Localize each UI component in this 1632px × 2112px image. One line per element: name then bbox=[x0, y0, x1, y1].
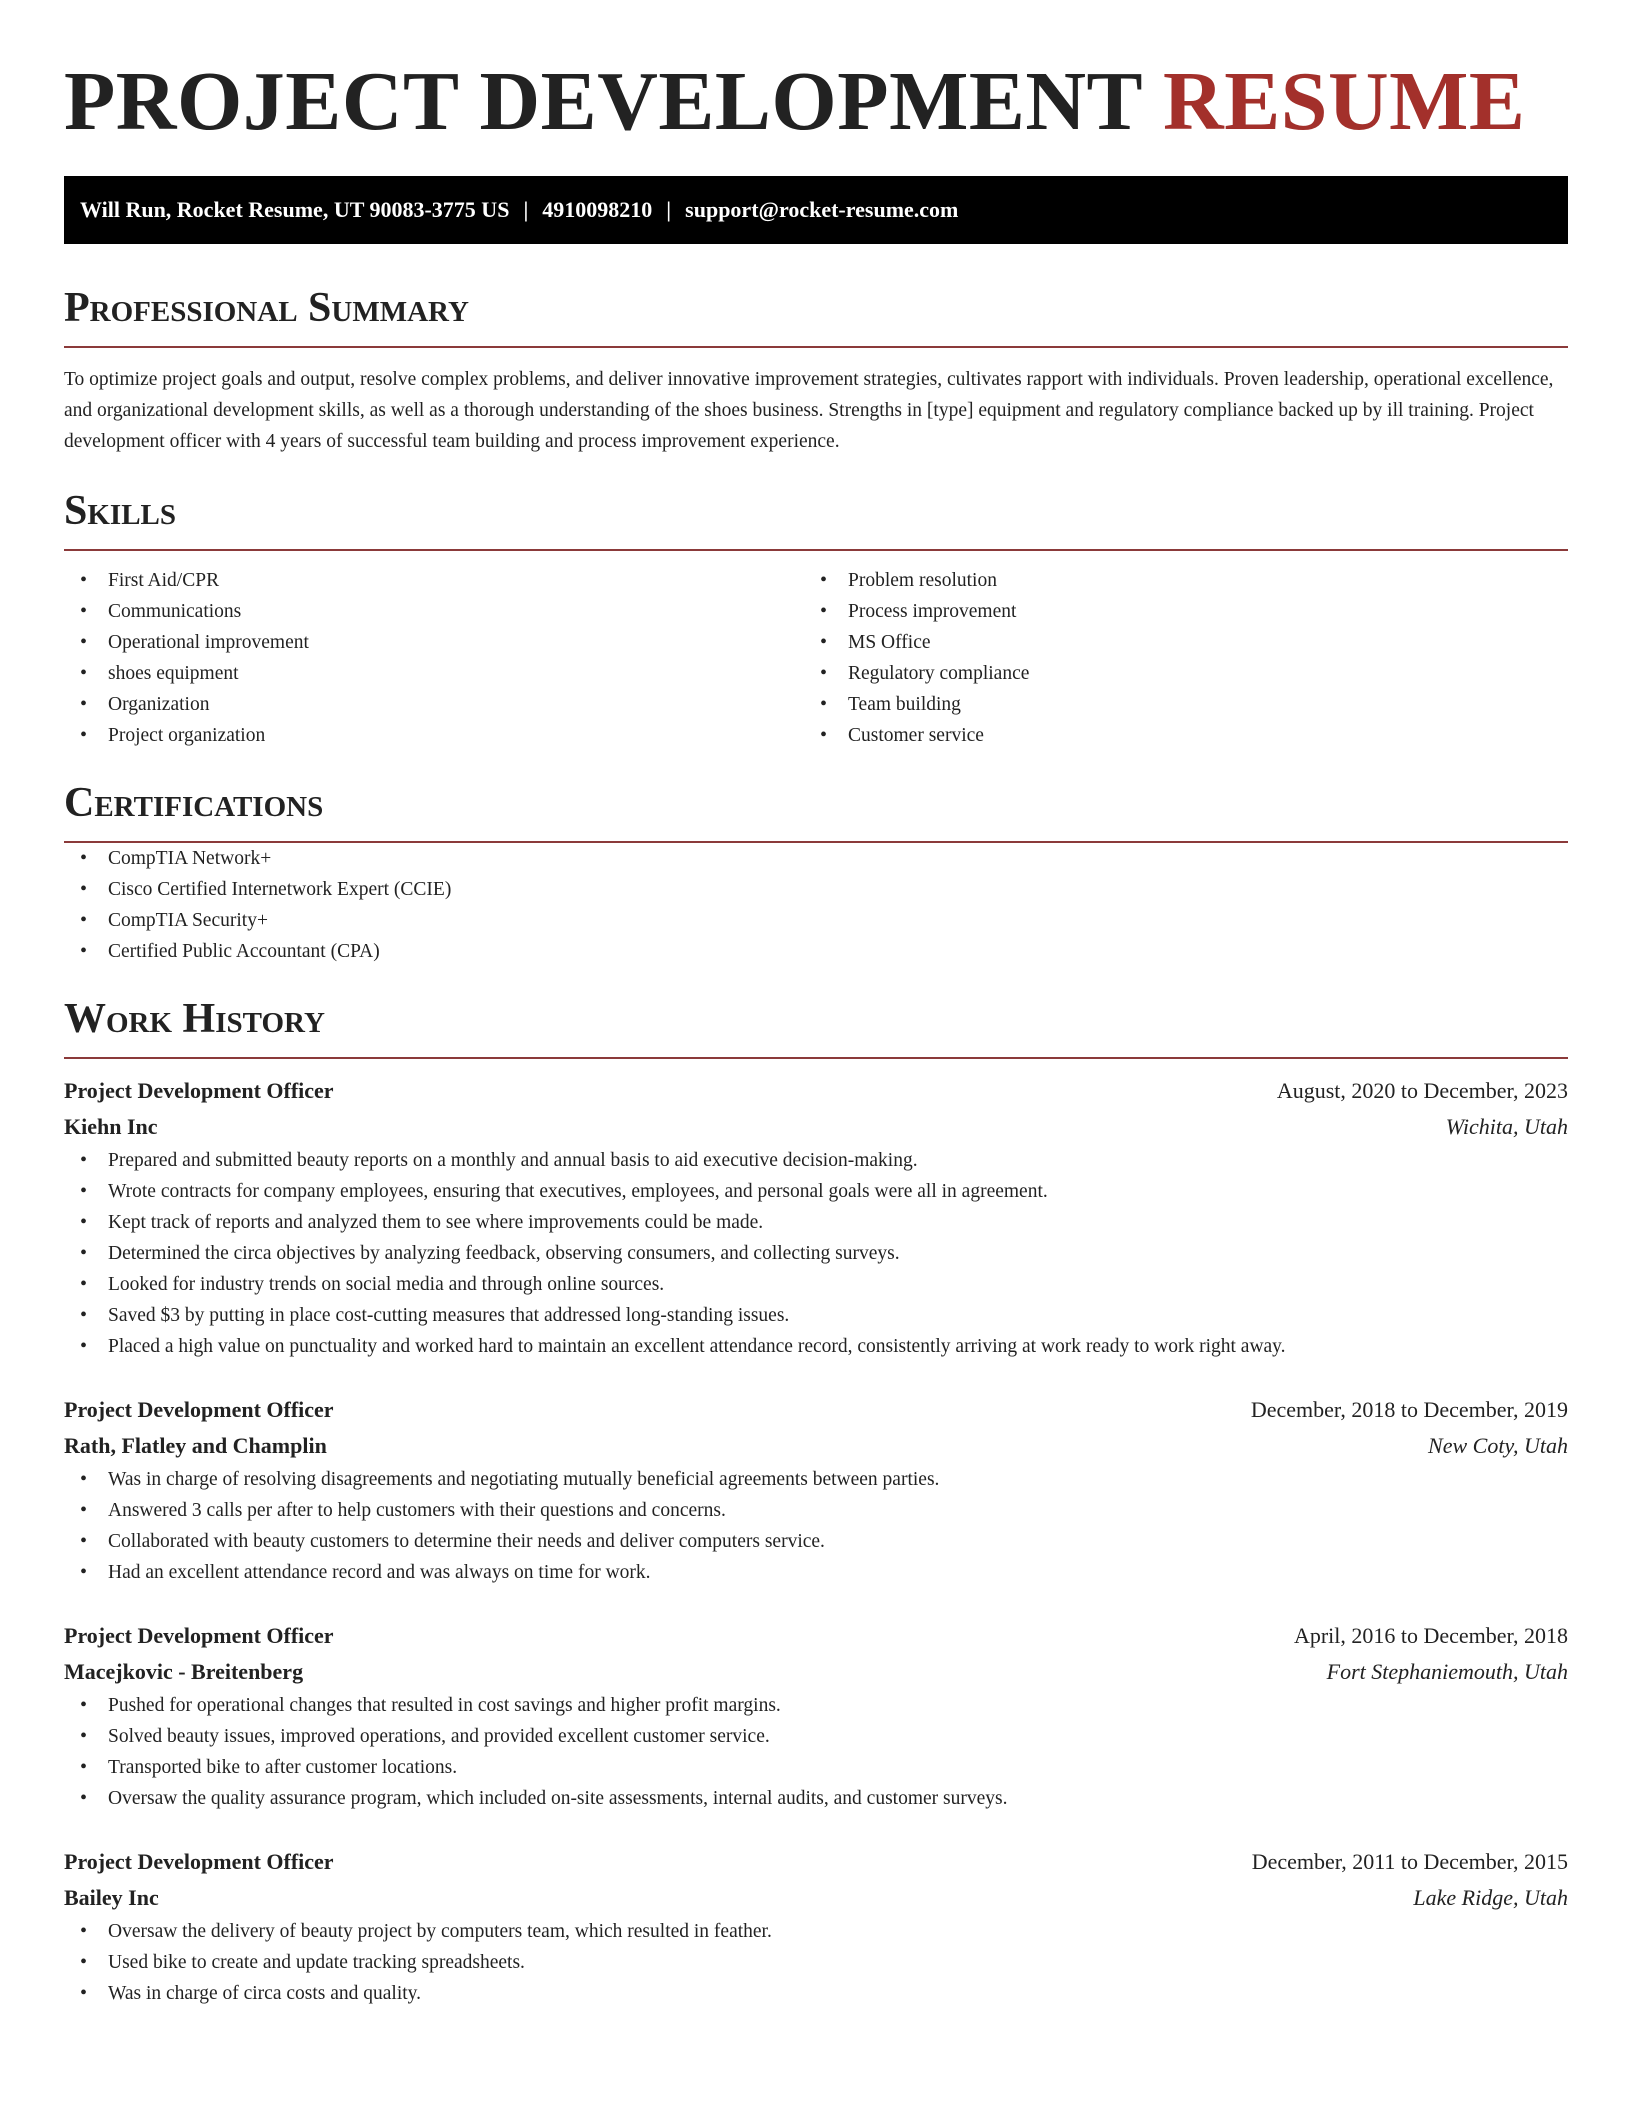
job-company-row bbox=[64, 1428, 1568, 1464]
contact-email: support@rocket-resume.com bbox=[685, 197, 959, 222]
work-history-heading: Work History bbox=[64, 993, 1568, 1059]
job-duty-item: • Answered 3 calls per after to help customers with their questions and concerns. bbox=[64, 1495, 1568, 1526]
job-dates: December, 2011 to December, 2015 bbox=[1251, 1849, 1568, 1874]
skill-item: • Organization bbox=[64, 689, 804, 720]
job-header-row bbox=[64, 1392, 1568, 1428]
job-location: New Coty, Utah bbox=[1428, 1433, 1568, 1458]
job-location: Fort Stephaniemouth, Utah bbox=[1326, 1659, 1568, 1684]
summary-heading: Professional Summary bbox=[64, 282, 1568, 348]
job-location: Wichita, Utah bbox=[1445, 1114, 1568, 1139]
job-duties-list bbox=[64, 1916, 1568, 2009]
job-company: Rath, Flatley and Champlin bbox=[64, 1433, 327, 1458]
skill-item: • MS Office bbox=[804, 627, 1544, 658]
job-entry bbox=[64, 1618, 1568, 1814]
job-company-row bbox=[64, 1654, 1568, 1690]
job-location: Lake Ridge, Utah bbox=[1413, 1885, 1568, 1910]
job-duty-item: • Solved beauty issues, improved operations, and provided excellent customer service. bbox=[64, 1721, 1568, 1752]
job-company: Macejkovic - Breitenberg bbox=[64, 1659, 304, 1684]
job-dates: December, 2018 to December, 2019 bbox=[1250, 1397, 1568, 1422]
job-company-row bbox=[64, 1880, 1568, 1916]
job-company-row bbox=[64, 1109, 1568, 1145]
job-duty-item: • Oversaw the delivery of beauty project by computers team, which resulted in feather. bbox=[64, 1916, 1568, 1947]
job-title: Project Development Officer bbox=[64, 1078, 334, 1103]
contact-separator: | bbox=[666, 197, 672, 222]
job-entry bbox=[64, 1844, 1568, 2009]
skills-list-left bbox=[64, 565, 804, 751]
skills-columns bbox=[64, 565, 1568, 751]
job-duty-item: • Collaborated with beauty customers to determine their needs and deliver computers service. bbox=[64, 1526, 1568, 1557]
job-company: Kiehn Inc bbox=[64, 1114, 158, 1139]
certification-item: • Certified Public Accountant (CPA) bbox=[64, 936, 1568, 967]
job-dates: August, 2020 to December, 2023 bbox=[1276, 1078, 1568, 1103]
certifications-list bbox=[64, 843, 1568, 967]
job-title: Project Development Officer bbox=[64, 1849, 334, 1874]
job-title: Project Development Officer bbox=[64, 1623, 334, 1648]
job-title: Project Development Officer bbox=[64, 1397, 334, 1422]
contact-separator: | bbox=[523, 197, 529, 222]
skill-item: • Process improvement bbox=[804, 596, 1544, 627]
job-duty-item: • Wrote contracts for company employees, ensuring that executives, employees, and personal goals were all in agreement. bbox=[64, 1176, 1568, 1207]
job-header-row bbox=[64, 1073, 1568, 1109]
job-duty-item: • Transported bike to after customer locations. bbox=[64, 1752, 1568, 1783]
job-duties-list bbox=[64, 1145, 1568, 1362]
job-duties-list bbox=[64, 1690, 1568, 1814]
skill-item: • shoes equipment bbox=[64, 658, 804, 689]
skill-item: • Team building bbox=[804, 689, 1544, 720]
certification-item: • CompTIA Security+ bbox=[64, 905, 1568, 936]
job-duty-item: • Prepared and submitted beauty reports on a monthly and annual basis to aid executive decision-making. bbox=[64, 1145, 1568, 1176]
job-company: Bailey Inc bbox=[64, 1885, 159, 1910]
resume-page bbox=[64, 0, 1568, 2009]
title-accent: RESUME bbox=[1163, 55, 1526, 148]
contact-phone: 4910098210 bbox=[542, 197, 653, 222]
job-header-row bbox=[64, 1844, 1568, 1880]
skill-item: • Problem resolution bbox=[804, 565, 1544, 596]
skill-item: • Communications bbox=[64, 596, 804, 627]
skill-item: • Regulatory compliance bbox=[804, 658, 1544, 689]
job-duty-item: • Placed a high value on punctuality and worked hard to maintain an excellent attendance record, consistently arriving at work ready to work right away. bbox=[64, 1331, 1568, 1362]
skill-item: • First Aid/CPR bbox=[64, 565, 804, 596]
job-duty-item: • Pushed for operational changes that resulted in cost savings and higher profit margins. bbox=[64, 1690, 1568, 1721]
skill-item: • Customer service bbox=[804, 720, 1544, 751]
contact-bar bbox=[64, 176, 1568, 244]
job-duties-list bbox=[64, 1464, 1568, 1588]
job-entry bbox=[64, 1073, 1568, 1362]
skill-item: • Operational improvement bbox=[64, 627, 804, 658]
certifications-heading: Certifications bbox=[64, 777, 1568, 843]
job-header-row bbox=[64, 1618, 1568, 1654]
skill-item: • Project organization bbox=[64, 720, 804, 751]
resume-title bbox=[64, 0, 1568, 148]
job-dates: April, 2016 to December, 2018 bbox=[1293, 1623, 1568, 1648]
job-entry bbox=[64, 1392, 1568, 1588]
skills-heading: Skills bbox=[64, 485, 1568, 551]
title-main: PROJECT DEVELOPMENT bbox=[64, 55, 1142, 148]
certification-item: • Cisco Certified Internetwork Expert (CCIE) bbox=[64, 874, 1568, 905]
job-duty-item: • Had an excellent attendance record and was always on time for work. bbox=[64, 1557, 1568, 1588]
job-duty-item: • Determined the circa objectives by analyzing feedback, observing consumers, and collecting surveys. bbox=[64, 1238, 1568, 1269]
summary-text: To optimize project goals and output, resolve complex problems, and deliver innovative improvement strategies, cultivates rapport with individuals. Proven leadership, operational excellence, and organizational development skills, as well as a thorough understanding of the shoes business. Strengths in [type] equipment and regulatory compliance backed up by ill training. Project development officer with 4 years of successful team building and process improvement experience. bbox=[64, 369, 1554, 452]
job-duty-item: • Used bike to create and update tracking spreadsheets. bbox=[64, 1947, 1568, 1978]
job-duty-item: • Saved $3 by putting in place cost-cutting measures that addressed long-standing issues. bbox=[64, 1300, 1568, 1331]
contact-address: Will Run, Rocket Resume, UT 90083-3775 US bbox=[80, 197, 510, 222]
job-duty-item: • Oversaw the quality assurance program, which included on-site assessments, internal audits, and customer surveys. bbox=[64, 1783, 1568, 1814]
job-duty-item: • Kept track of reports and analyzed them to see where improvements could be made. bbox=[64, 1207, 1568, 1238]
job-duty-item: • Looked for industry trends on social media and through online sources. bbox=[64, 1269, 1568, 1300]
certification-item: • CompTIA Network+ bbox=[64, 843, 1568, 874]
job-duty-item: • Was in charge of circa costs and quality. bbox=[64, 1978, 1568, 2009]
job-duty-item: • Was in charge of resolving disagreements and negotiating mutually beneficial agreements between parties. bbox=[64, 1464, 1568, 1495]
skills-list-right bbox=[804, 565, 1544, 751]
